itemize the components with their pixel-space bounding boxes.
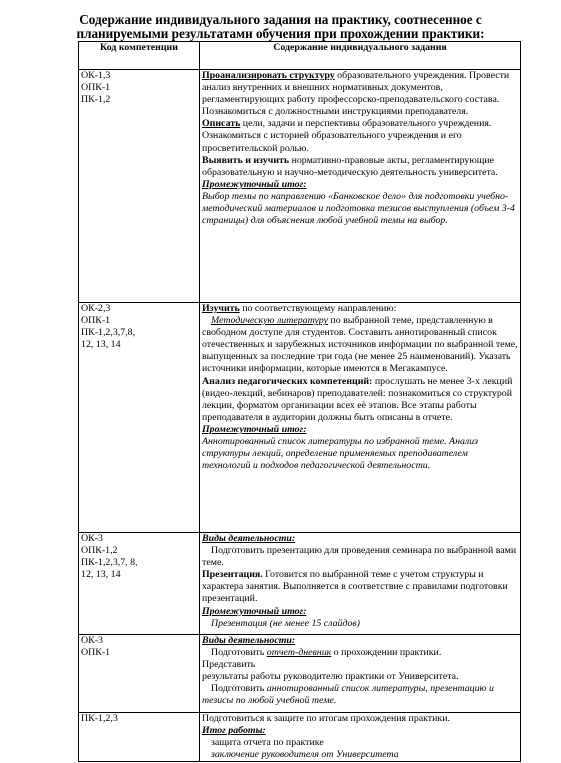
code-item: 12, 13, 14 (81, 339, 121, 351)
code-item: ОПК-1,2 (81, 545, 118, 557)
lead-text: Проанализировать структуру (202, 70, 335, 81)
competence-codes (79, 533, 200, 635)
table-row (79, 70, 521, 303)
result-label: Итог работы: (202, 725, 266, 737)
body-text: Подготовить (211, 647, 267, 659)
competence-codes (79, 303, 200, 533)
lead-text: Анализ педагогических компетенций: (202, 375, 373, 387)
assignment-content (200, 635, 521, 713)
paragraph: Представить (202, 659, 256, 671)
code-item: ОПК-1 (81, 82, 111, 94)
paragraph: Подготовиться к защите по итогам прохождения практики. (202, 713, 450, 724)
body-text: Подготовить (211, 683, 267, 695)
paragraph (202, 315, 518, 375)
italic-text: отчет-дневник (266, 647, 332, 659)
interim-label: Промежуточный итог: (202, 423, 307, 435)
italic-text: заключение руководителя от Университета (211, 749, 399, 761)
paragraph: результаты работы руководителю практики от Университета. (202, 671, 459, 683)
code-item: ОК-1,3 (81, 70, 111, 81)
interim-text: Выбор темы по направлению «Банковское дело» для подготовки учебно-методический материалов и подготовка тезисов выступления (объем 3-4 страницы) для объяснения любой учебной темы на выбор. (202, 190, 515, 227)
code-item: 12, 13, 14 (81, 569, 121, 581)
assignment-content (200, 533, 521, 635)
body-text: прослушать не менее 3-х лекций (видео-лекций, вебинаров) преподавателей: познакомиться со структурой лекции, форматом организации всех её этапов. Все этапы работы преподавателя в аудитории должны быть описаны в отчете. (202, 375, 513, 423)
competence-codes (79, 635, 200, 713)
italic-text: аннотированный список литературы, презентацию и тезисы по любой учебной теме. (202, 683, 494, 707)
body-text: цели, задачи и перспективы образовательного учреждения. Ознакомиться с историей образовательного учреждения и его просветительской ролью. (202, 118, 492, 154)
paragraph (202, 155, 518, 179)
lead-text: Описать (202, 118, 241, 130)
body-text: образовательного учреждения. Провести анализ внутренних и внешних нормативных документов, регламентирующих работу профессорско-преподавательского состава. Познакомиться с должностными инструкциями преподавателя. (202, 70, 510, 118)
body-text: о прохождении практики. (331, 647, 442, 659)
table-row (79, 303, 521, 533)
table-row (79, 533, 521, 635)
code-item: ОПК-1 (81, 647, 111, 659)
paragraph (202, 618, 518, 630)
competence-codes (79, 713, 200, 762)
paragraph (202, 118, 518, 154)
assignment-content (200, 303, 521, 533)
lead-text: Презентация. (202, 569, 263, 581)
assignment-table (78, 41, 521, 762)
lead-text: Изучить (202, 303, 240, 314)
code-item: ОК-3 (81, 635, 103, 646)
interim-text: Аннотированный список литературы по избранной теме. Анализ структуры лекций, определение применяемых преподавателем технологий и подходов педагогической деятельности. (202, 436, 479, 472)
paragraph (202, 569, 518, 605)
paragraph (202, 376, 518, 424)
interim-label: Промежуточный итог: (202, 178, 307, 190)
header-code: Код компетенции (79, 42, 200, 70)
code-item: ОК-2,3 (81, 303, 111, 314)
interim-label: Промежуточный итог: (202, 605, 307, 617)
code-item: ПК-1,2,3,7,8, (81, 327, 136, 339)
code-item: ПК-1,2,3 (81, 713, 118, 724)
page-title: Содержание индивидуального задания на практику, соотнесенное с планируемыми результатами обучения при прохождении практики: (76, 12, 485, 41)
table-row (79, 635, 521, 713)
body-text: защита отчета по практике (211, 737, 324, 749)
assignment-content (200, 713, 521, 762)
paragraph (202, 647, 518, 659)
paragraph (202, 303, 518, 315)
activities-label: Виды деятельности: (202, 635, 296, 646)
paragraph (202, 749, 518, 761)
code-item: ПК-1,2,3,7, 8, (81, 557, 138, 569)
assignment-content (200, 70, 521, 303)
table-header-row (79, 42, 521, 70)
activities-label: Виды деятельности: (202, 533, 296, 544)
lead-text: Выявить и изучить (202, 154, 290, 166)
table-row (79, 713, 521, 762)
italic-text: Презентация (не менее 15 слайдов) (211, 617, 360, 629)
body-text: нормативно-правовые акты, регламентирующие образовательную и научно-методическую деятельность университета. (202, 154, 498, 178)
code-item: ОПК-1 (81, 315, 111, 327)
body-text: Готовится по выбранной теме с учетом структуры и характера занятия. Выполняется в соответствие с правилами подготовки презентаций. (202, 569, 508, 605)
paragraph (202, 70, 518, 118)
body-text: Подготовить презентацию для проведения семинара по выбранной вами теме. (202, 545, 517, 569)
paragraph (202, 545, 518, 569)
code-item: ОК-3 (81, 533, 103, 544)
body-text: по соответствующему направлению: (239, 303, 397, 314)
paragraph (202, 683, 518, 707)
competence-codes (79, 70, 200, 303)
code-item: ПК-1,2 (81, 94, 111, 106)
paragraph (202, 737, 518, 749)
header-content: Содержание индивидуального задания (200, 42, 521, 70)
body-text: по выбранной теме, представленную в свободном доступе для студентов. Составить аннотированный список отечественных и зарубежных источников информации по выбранной теме, выпущенных за последние три года (не менее 25 наименований). Указать источники информации, которые имеются в Мегакампусе. (202, 315, 518, 375)
italic-text: Методическую литературу (211, 315, 328, 327)
